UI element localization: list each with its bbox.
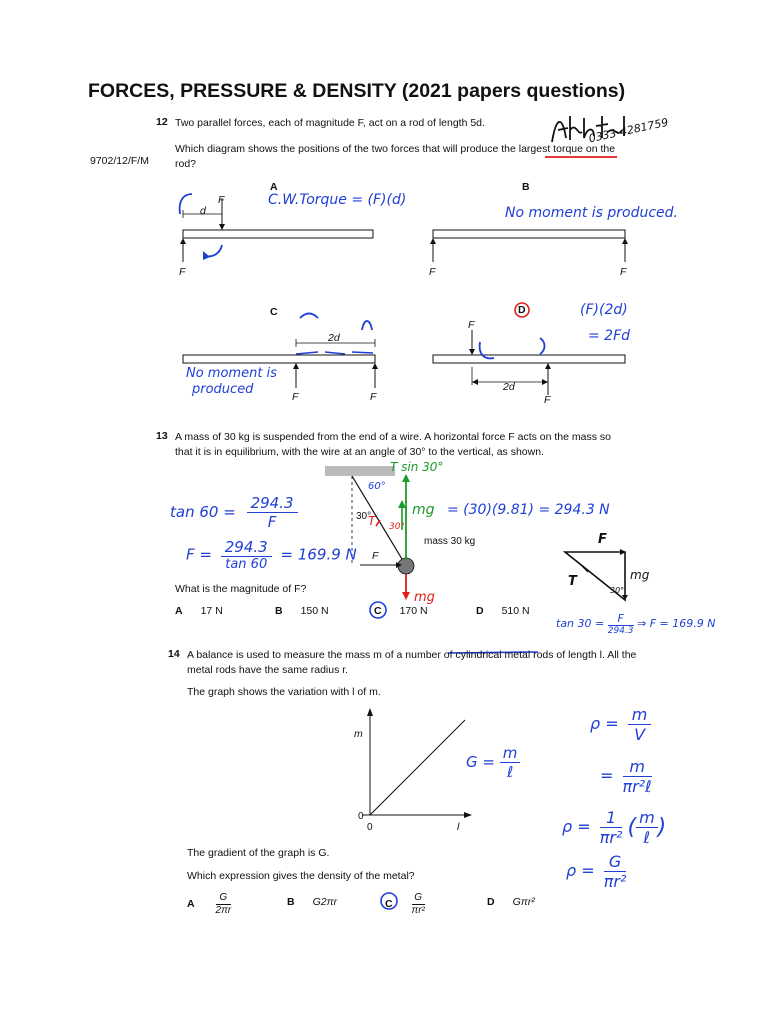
a-d: d: [200, 205, 206, 217]
q14-option-b[interactable]: B G2πr: [287, 896, 338, 908]
c-2d: 2d: [328, 332, 340, 344]
q12-line1: Two parallel forces, each of magnitude F, act on a rod of length 5d.: [175, 117, 485, 129]
q14-option-d[interactable]: D Gπr²: [487, 896, 535, 908]
q13-question: What is the magnitude of F?: [175, 583, 307, 595]
ccw-arrow-a: [180, 194, 192, 214]
ccw-arrow-c: [362, 321, 372, 330]
q14-line3: The graph shows the variation with l of m.: [187, 686, 381, 698]
d-2d: 2d: [503, 381, 515, 393]
a-f-top: F: [218, 194, 225, 206]
q13-number: 13: [156, 430, 168, 442]
graph-x-label: l: [457, 821, 460, 833]
rho-eq-4: ρ = $\frac{G}{\text{πr²}}$: [566, 852, 627, 891]
graph-y-label: m: [354, 728, 363, 740]
cw-arrow-c: [300, 314, 318, 319]
q14-number: 14: [168, 648, 180, 660]
a-f-bottom: F: [179, 266, 186, 278]
q13-option-c[interactable]: C 170 N: [374, 605, 428, 617]
rho-eq-1: ρ = $\frac{m}{V}$: [590, 705, 651, 744]
q13-option-a[interactable]: A 17 N: [175, 605, 223, 617]
q14-question: Which expression gives the density of the metal?: [187, 870, 415, 882]
b-f-right: F: [620, 266, 627, 278]
tri-t: T: [568, 574, 577, 589]
work-f: F = $\frac{294.3}{\tan 60}$ = 169.9 N: [186, 538, 357, 572]
q12-ref: 9702/12/F/M: [90, 155, 149, 167]
note-mg-calc: = (30)(9.81) = 294.3 N: [447, 502, 610, 518]
note-d-line1: (F)(2d): [580, 302, 628, 318]
rho-eq-3: ρ = $\frac{1}{\text{πr²}}$ ( m ℓ ): [562, 808, 667, 847]
tri-mg: mg: [630, 568, 650, 582]
b-f-left: F: [429, 266, 436, 278]
signature-phone: 0333-4281759: [587, 115, 670, 146]
q13-f-label: F: [372, 550, 379, 562]
note-b-no-moment: No moment is produced.: [505, 205, 679, 221]
label-d: D: [518, 304, 526, 316]
note-tsin30: T sin 30°: [390, 460, 444, 474]
q13-text: A mass of 30 kg is suspended from the end of a wire. A horizontal force F acts on the mass so that it is in equilibrium, with the wire at an angle of 30° to the vertical, as shown.: [175, 431, 611, 458]
ceiling-support: [325, 466, 395, 476]
page-title: FORCES, PRESSURE & DENSITY (2021 papers questions): [88, 80, 626, 102]
q12-line2: Which diagram shows the positions of the two forces that will produce the largest torque on the rod?: [175, 143, 616, 170]
rod-b: [433, 230, 625, 238]
note-t: T: [368, 514, 376, 528]
graph-x-zero: 0: [367, 822, 373, 833]
graph-line: [370, 720, 465, 815]
rod-c: [183, 355, 375, 363]
q13-angle: 30°: [356, 511, 372, 522]
graph-y-zero: 0: [358, 811, 364, 822]
q13-option-d[interactable]: D 510 N: [476, 605, 530, 617]
work-tan60: tan 60 = $\frac{294.3}{F}$: [170, 494, 298, 531]
note-a-torque: C.W.Torque = (F)(d): [268, 192, 407, 208]
c-f-right: F: [370, 391, 377, 403]
q14-option-a[interactable]: A $\frac{G}{2\pi r}$: [187, 892, 232, 916]
c-f-left: F: [292, 391, 299, 403]
d-f-bottom: F: [544, 394, 551, 406]
d-f-top: F: [468, 319, 475, 331]
note-30: 30°: [389, 522, 405, 532]
q14-text: A balance is used to measure the mass m of a number of cylindrical metal rods of length l. All the metal rods have the same radius r.: [187, 649, 637, 676]
tri-f: F: [598, 532, 607, 547]
rod-a: [183, 230, 373, 238]
q14-gradient: The gradient of the graph is G.: [187, 847, 330, 859]
note-mg-up: mg: [412, 502, 435, 518]
tri-angle: 30°: [610, 586, 625, 595]
note-c-line1: No moment is: [186, 366, 277, 381]
note-mg-down: mg: [414, 590, 435, 605]
q13-option-b[interactable]: B 150 N: [275, 605, 329, 617]
tri-equation: tan 30 = F 294.3 ⇒ F = 169.9 N: [556, 612, 716, 636]
q13-mass-label: mass 30 kg: [424, 536, 476, 547]
rho-eq-2: = m πr²ℓ: [600, 757, 652, 796]
q14-option-c[interactable]: C $\frac{G}{\text{πr²}}$: [385, 892, 425, 916]
note-c-line2: produced: [192, 382, 254, 397]
mass-bob: [398, 558, 414, 574]
label-c: C: [270, 306, 278, 318]
note-d-line2: = 2Fd: [588, 328, 631, 344]
rod-d: [433, 355, 625, 363]
label-b: B: [522, 181, 530, 193]
q12-number: 12: [156, 116, 168, 128]
note-g-eq: G = m ℓ: [466, 744, 520, 781]
label-a: A: [270, 181, 278, 193]
note-60: 60°: [368, 481, 386, 492]
